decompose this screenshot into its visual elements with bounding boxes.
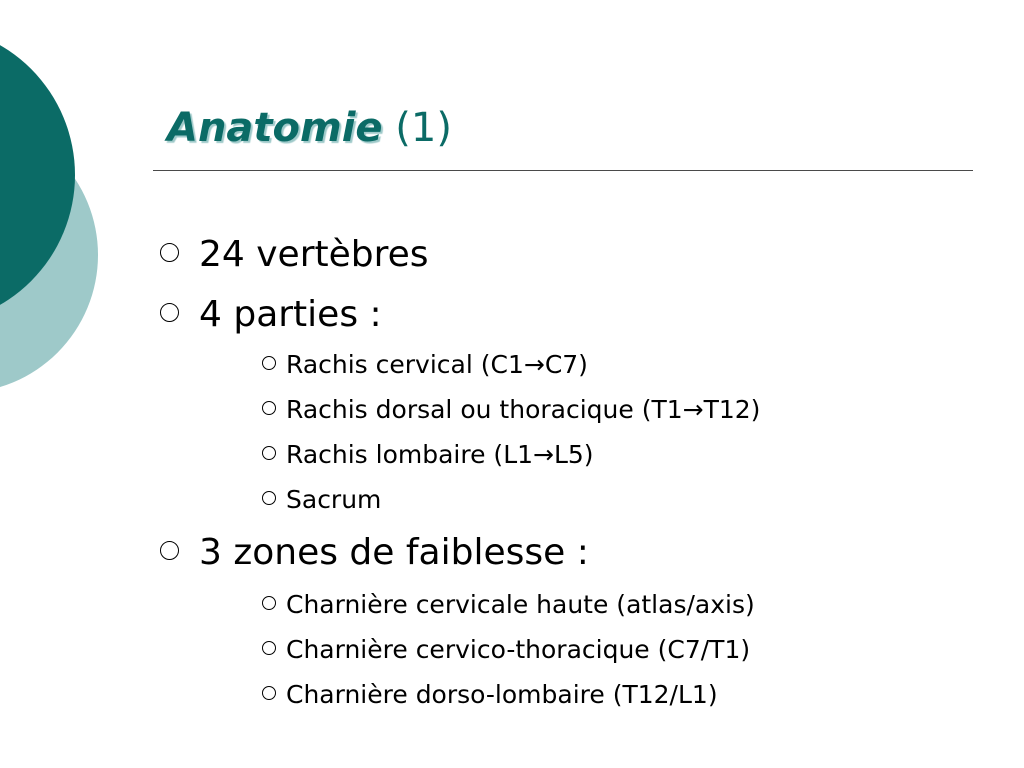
slide-title-main: Anatomie: [167, 105, 383, 151]
hollow-circle-bullet-icon: [262, 596, 276, 610]
sub-bullet-item: [262, 393, 760, 426]
bullet-item: [160, 292, 382, 337]
hollow-circle-bullet-icon: [160, 303, 179, 322]
bullet-item: [160, 530, 589, 575]
hollow-circle-bullet-icon: [262, 641, 276, 655]
sub-bullet-item: [262, 483, 381, 516]
bullet-item-text: 24 vertèbres: [199, 234, 429, 275]
sub-bullet-item-text: Rachis dorsal ou thoracique (T1→T12): [286, 395, 761, 424]
sub-bullet-item: [262, 348, 588, 381]
slide-title-number: (1): [395, 105, 452, 151]
bullet-item: [160, 232, 429, 277]
sub-bullet-item-text: Charnière dorso-lombaire (T12/L1): [286, 680, 718, 709]
hollow-circle-bullet-icon: [262, 401, 276, 415]
bullet-item-text: 3 zones de faiblesse :: [199, 532, 589, 573]
hollow-circle-bullet-icon: [262, 356, 276, 370]
sub-bullet-item: [262, 588, 755, 621]
sub-bullet-item-text: Sacrum: [286, 485, 382, 514]
hollow-circle-bullet-icon: [160, 541, 179, 560]
hollow-circle-bullet-icon: [160, 243, 179, 262]
sub-bullet-item: [262, 678, 718, 711]
sub-bullet-item-text: Charnière cervico-thoracique (C7/T1): [286, 635, 751, 664]
hollow-circle-bullet-icon: [262, 686, 276, 700]
sub-bullet-item: [262, 438, 594, 471]
sub-bullet-item-text: Rachis lombaire (L1→L5): [286, 440, 594, 469]
hollow-circle-bullet-icon: [262, 491, 276, 505]
sub-bullet-item: [262, 633, 750, 666]
bullet-item-text: 4 parties :: [199, 294, 382, 335]
sub-bullet-item-text: Rachis cervical (C1→C7): [286, 350, 588, 379]
sub-bullet-item-text: Charnière cervicale haute (atlas/axis): [286, 590, 755, 619]
hollow-circle-bullet-icon: [262, 446, 276, 460]
